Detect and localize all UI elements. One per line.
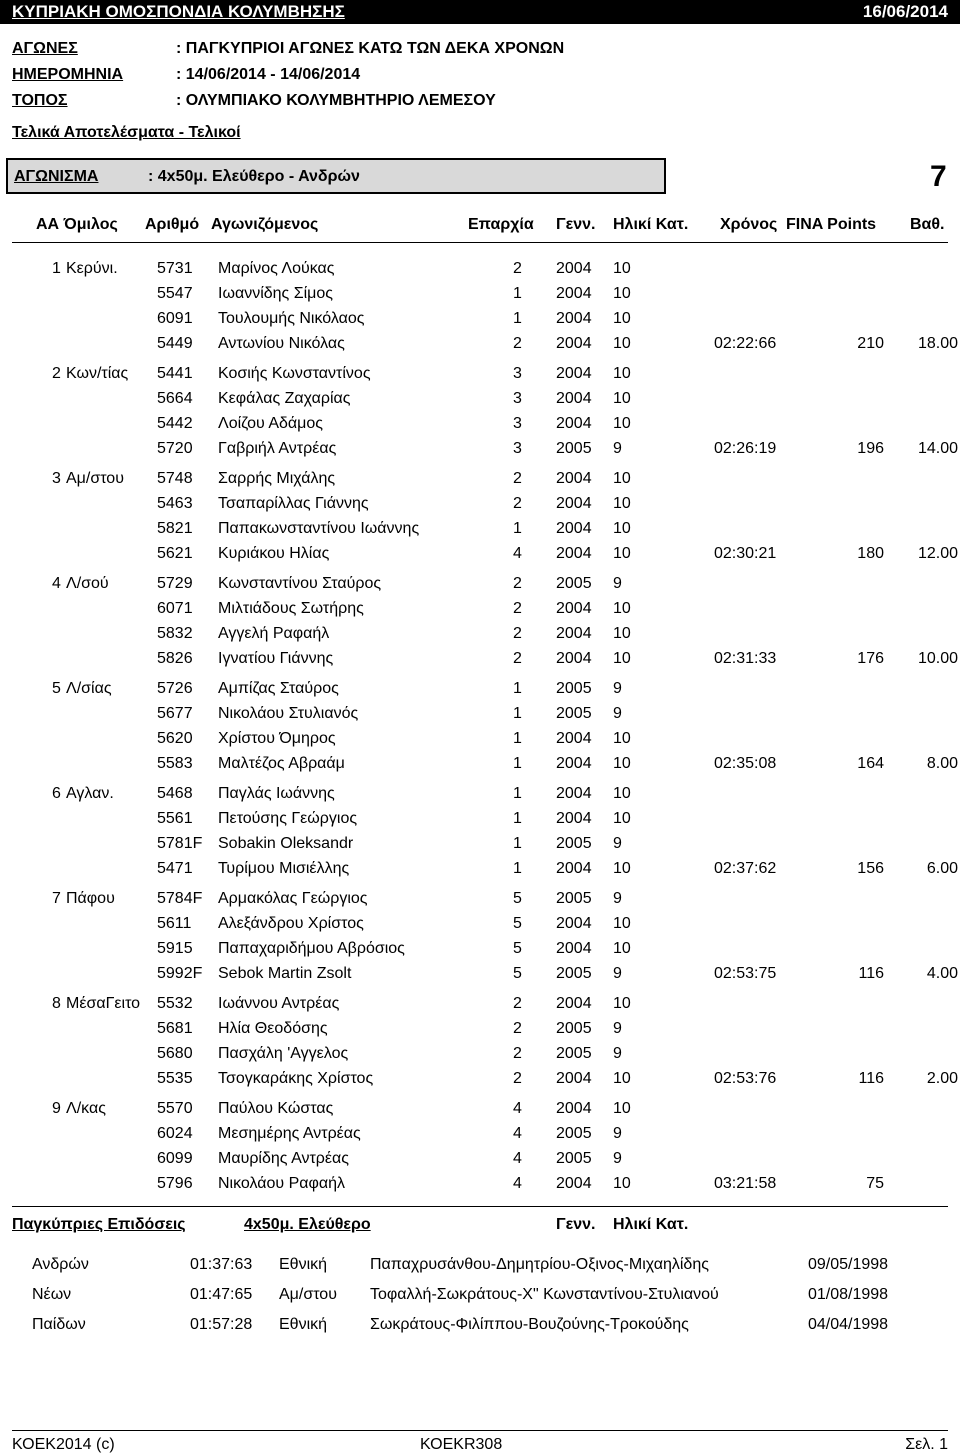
swimmer-name: Μαρίνος Λούκας [218,260,335,277]
swimmer-district: 4 [513,1125,522,1142]
swimmer-age-cat: 10 [613,1175,631,1192]
swimmer-born: 2004 [556,285,592,302]
swimmer-age-cat: 9 [613,890,622,907]
swimmer-number: 5620 [157,730,193,747]
swimmer-number: 5784F [157,890,203,907]
team-fina-points: 75 [866,1175,884,1192]
swimmer-age-cat: 9 [613,1150,622,1167]
swimmer-born: 2004 [556,625,592,642]
swimmer-number: 5832 [157,625,193,642]
swimmer-born: 2005 [556,1045,592,1062]
swimmer-born: 2004 [556,730,592,747]
swimmer-district: 2 [513,470,522,487]
footer-copyright: ΚΟΕΚ2014 (c) [12,1436,115,1453]
swimmer-district: 1 [513,835,522,852]
swimmer-born: 2005 [556,705,592,722]
swimmer-name: Ιωάννου Αντρέας [218,995,340,1012]
swimmer-age-cat: 9 [613,575,622,592]
swimmer-number: 5621 [157,545,193,562]
swimmer-district: 1 [513,785,522,802]
swimmer-number: 5915 [157,940,193,957]
swimmer-name: Παπακωνσταντίνου Ιωάννης [218,520,420,537]
swimmer-district: 4 [513,1150,522,1167]
swimmer-district: 5 [513,965,522,982]
swimmer-district: 2 [513,1070,522,1087]
team-rank: 5 [52,680,61,697]
team-fina-points: 156 [857,860,884,877]
team-fina-points: 176 [857,650,884,667]
swimmer-name: Πετούσης Γεώργιος [218,810,358,827]
team-score: 6.00 [926,860,958,877]
swimmer-number: 5570 [157,1100,193,1117]
footer-page: Σελ. 1 [905,1436,948,1453]
swimmer-name: Κεφάλας Ζαχαρίας [218,390,351,407]
team-score: 10.00 [917,650,958,667]
footer-report-code: ΚΟΕΚR308 [420,1436,503,1453]
swimmer-age-cat: 9 [613,835,622,852]
swimmer-born: 2005 [556,890,592,907]
col-district: Επαρχία [468,216,534,233]
record-category: Παίδων [32,1316,86,1333]
team-fina-points: 210 [857,335,884,352]
swimmer-age-cat: 10 [613,1070,631,1087]
swimmer-born: 2005 [556,1020,592,1037]
swimmer-age-cat: 10 [613,390,631,407]
record-time: 01:47:65 [190,1286,253,1303]
swimmer-born: 2004 [556,755,592,772]
swimmer-district: 1 [513,705,522,722]
swimmer-number: 5532 [157,995,193,1012]
team-club: Λ/κας [66,1100,106,1117]
swimmer-born: 2004 [556,390,592,407]
swimmer-age-cat: 10 [613,495,631,512]
team-fina-points: 116 [858,1070,884,1087]
results-title: Τελικά Αποτελέσματα - Τελικοί [12,124,241,141]
swimmer-age-cat: 10 [613,260,631,277]
swimmer-number: 5547 [157,285,193,302]
team-club: Αγλαν. [66,785,114,802]
swimmer-name: Sebok Martin Zsolt [218,965,352,982]
team-club: Κων/τίας [66,365,129,382]
team-time: 02:35:08 [714,755,777,772]
team-fina-points: 196 [857,440,884,457]
team-time: 02:22:66 [714,335,777,352]
swimmer-district: 1 [513,810,522,827]
swimmer-name: Αντωνίου Νικόλας [218,335,345,352]
swimmer-born: 2004 [556,260,592,277]
team-time: 02:30:21 [714,545,777,562]
swimmer-born: 2005 [556,1125,592,1142]
swimmer-born: 2005 [556,965,592,982]
swimmer-district: 1 [513,860,522,877]
swimmer-born: 2004 [556,1175,592,1192]
swimmer-born: 2004 [556,470,592,487]
record-date: 09/05/1998 [808,1256,889,1273]
swimmer-age-cat: 10 [613,520,631,537]
swimmer-name: Κοσιής Κωνσταντίνος [218,365,371,382]
team-time: 02:26:19 [714,440,777,457]
swimmer-number: 5471 [157,860,193,877]
swimmer-number: 5826 [157,650,193,667]
col-rank-club: ΑΑ Όμιλος [36,216,118,233]
swimmer-district: 3 [513,365,522,382]
swimmer-number: 5441 [157,365,193,382]
swimmer-name: Λοίζου Αδάμος [218,415,323,432]
swimmer-district: 2 [513,575,522,592]
swimmer-number: 6091 [157,310,193,327]
swimmer-born: 2004 [556,650,592,667]
meta-label-competition: ΑΓΩΝΕΣ [12,40,78,57]
swimmer-age-cat: 10 [613,650,631,667]
meta-label-venue: ΤΟΠΟΣ [12,92,68,109]
swimmer-number: 5729 [157,575,193,592]
swimmer-age-cat: 9 [613,965,622,982]
swimmer-born: 2005 [556,1150,592,1167]
swimmer-district: 2 [513,625,522,642]
team-score: 2.00 [926,1070,958,1087]
swimmer-born: 2004 [556,995,592,1012]
swimmer-district: 5 [513,915,522,932]
swimmer-district: 1 [513,520,522,537]
swimmer-district: 3 [513,390,522,407]
team-score: 18.00 [917,335,958,352]
swimmer-name: Παύλου Κώστας [218,1100,334,1117]
swimmer-number: 5731 [157,260,193,277]
swimmer-number: 5664 [157,390,193,407]
team-time: 03:21:58 [714,1175,777,1192]
swimmer-number: 5748 [157,470,193,487]
swimmer-number: 5677 [157,705,193,722]
swimmer-born: 2004 [556,310,592,327]
team-time: 02:53:75 [714,965,777,982]
swimmer-district: 4 [513,545,522,562]
swimmer-district: 1 [513,285,522,302]
swimmer-name: Νικολάου Ραφαήλ [218,1175,346,1192]
swimmer-name: Τσαπαρίλλας Γιάννης [218,495,369,512]
swimmer-district: 3 [513,415,522,432]
swimmer-age-cat: 9 [613,680,622,697]
swimmer-name: Αρμακόλας Γεώργιος [218,890,368,907]
records-rule [12,1206,948,1207]
record-club: Εθνική [279,1316,328,1333]
swimmer-district: 4 [513,1175,522,1192]
swimmer-name: Παγλάς Ιωάννης [218,785,335,802]
federation-name: ΚΥΠΡΙΑΚΗ ΟΜΟΣΠΟΝΔΙΑ ΚΟΛΥΜΒΗΣΗΣ [12,2,345,21]
swimmer-age-cat: 10 [613,730,631,747]
swimmer-name: Μαυρίδης Αντρέας [218,1150,349,1167]
record-category: Νέων [32,1286,72,1303]
swimmer-district: 1 [513,310,522,327]
record-date: 04/04/1998 [808,1316,889,1333]
swimmer-born: 2004 [556,810,592,827]
team-club: Λ/σού [66,575,109,592]
swimmer-born: 2004 [556,860,592,877]
meta-label-date: ΗΜΕΡΟΜΗΝΙΑ [12,66,124,83]
records-event: 4x50μ. Ελεύθερο [244,1216,371,1233]
swimmer-name: Κωνσταντίνου Σταύρος [218,575,382,592]
team-time: 02:37:62 [714,860,777,877]
swimmer-district: 1 [513,730,522,747]
swimmer-number: 5442 [157,415,193,432]
swimmer-name: Παπαχαριδήμου Αβρόσιος [218,940,405,957]
team-rank: 8 [52,995,61,1012]
team-fina-points: 164 [857,755,884,772]
swimmer-name: Πασχάλη 'Αγγελος [218,1045,349,1062]
swimmer-district: 2 [513,650,522,667]
swimmer-born: 2004 [556,940,592,957]
swimmer-district: 2 [513,335,522,352]
swimmer-district: 2 [513,995,522,1012]
swimmer-name: Σαρρής Μιχάλης [218,470,336,487]
swimmer-name: Αμπίζας Σταύρος [218,680,339,697]
swimmer-age-cat: 10 [613,600,631,617]
team-club: Λ/σίας [66,680,112,697]
swimmer-age-cat: 10 [613,995,631,1012]
swimmer-district: 2 [513,260,522,277]
swimmer-age-cat: 10 [613,755,631,772]
team-score: 4.00 [926,965,958,982]
swimmer-born: 2005 [556,680,592,697]
swimmer-district: 5 [513,890,522,907]
swimmer-age-cat: 10 [613,415,631,432]
team-rank: 1 [52,260,61,277]
swimmer-name: Μαλτέζος Αβραάμ [218,755,345,772]
team-score: 12.00 [917,545,958,562]
swimmer-born: 2004 [556,520,592,537]
swimmer-name: Κυριάκου Ηλίας [218,545,330,562]
swimmer-age-cat: 10 [613,285,631,302]
swimmer-name: Ιγνατίου Γιάννης [218,650,334,667]
team-score: 14.00 [917,440,958,457]
swimmer-born: 2004 [556,1070,592,1087]
swimmer-name: Τσογκαράκης Χρίστος [218,1070,374,1087]
record-holders: Σωκράτους-Φιλίππου-Βουζούνης-Τροκούδης [370,1316,689,1333]
col-age-cat: Ηλικί Κατ. [613,216,689,233]
swimmer-number: 5561 [157,810,193,827]
team-club: Πάφου [66,890,115,907]
swimmer-age-cat: 9 [613,1125,622,1142]
swimmer-name: Μιλτιάδους Σωτήρης [218,600,364,617]
swimmer-born: 2004 [556,1100,592,1117]
swimmer-number: 5796 [157,1175,193,1192]
meta-value-competition: : ΠΑΓΚΥΠΡΙΟΙ ΑΓΩΝΕΣ ΚΑΤΩ ΤΩΝ ΔΕΚΑ ΧΡΟΝΩΝ [176,40,565,57]
team-time: 02:31:33 [714,650,777,667]
swimmer-number: 5680 [157,1045,193,1062]
swimmer-age-cat: 10 [613,365,631,382]
team-fina-points: 116 [858,965,884,982]
print-date: 16/06/2014 [862,2,948,21]
record-holders: Παπαχρυσάνθου-Δημητρίου-Οξινος-Μιχαηλίδης [370,1256,709,1273]
swimmer-name: Ιωαννίδης Σίμος [218,285,333,302]
swimmer-born: 2005 [556,835,592,852]
event-box [6,158,666,194]
swimmer-name: Τουλουμής Νικόλαος [218,310,365,327]
record-club: Εθνική [279,1256,328,1273]
swimmer-age-cat: 9 [613,705,622,722]
swimmer-name: Μεσημέρης Αντρέας [218,1125,361,1142]
swimmer-name: Sobakin Oleksandr [218,835,354,852]
record-category: Ανδρών [32,1256,89,1273]
swimmer-number: 6071 [157,600,193,617]
swimmer-age-cat: 10 [613,545,631,562]
swimmer-number: 5535 [157,1070,193,1087]
col-fina: FINA Points [786,216,877,233]
event-name: : 4x50μ. Ελεύθερο - Ανδρών [148,168,360,185]
swimmer-name: Τυρίμου Μισιέλλης [218,860,350,877]
col-number: Αριθμό [145,216,200,233]
swimmer-number: 5992F [157,965,203,982]
records-age-cat: Ηλικί Κατ. [613,1216,689,1233]
team-rank: 9 [52,1100,61,1117]
record-holders: Τοφαλλή-Σωκράτους-Χ" Κωνσταντίνου-Στυλιανού [370,1286,719,1303]
swimmer-number: 5821 [157,520,193,537]
swimmer-name: Νικολάου Στυλιανός [218,705,359,722]
meta-value-date: : 14/06/2014 - 14/06/2014 [176,66,361,83]
swimmer-age-cat: 10 [613,940,631,957]
team-rank: 2 [52,365,61,382]
swimmer-district: 1 [513,680,522,697]
swimmer-district: 2 [513,1020,522,1037]
team-rank: 7 [52,890,61,907]
swimmer-born: 2004 [556,545,592,562]
swimmer-number: 5463 [157,495,193,512]
team-club: Αμ/στου [66,470,124,487]
team-time: 02:53:76 [714,1070,777,1087]
swimmer-district: 4 [513,1100,522,1117]
swimmer-name: Γαβριήλ Αντρέας [218,440,337,457]
swimmer-born: 2004 [556,365,592,382]
swimmer-born: 2004 [556,600,592,617]
col-born: Γενν. [556,216,596,233]
swimmer-number: 6024 [157,1125,193,1142]
swimmer-number: 5611 [157,915,192,932]
swimmer-age-cat: 10 [613,785,631,802]
swimmer-number: 5720 [157,440,193,457]
swimmer-age-cat: 10 [613,1100,631,1117]
swimmer-age-cat: 10 [613,860,631,877]
swimmer-number: 5583 [157,755,193,772]
col-score: Βαθ. [910,216,945,233]
swimmer-district: 3 [513,440,522,457]
swimmer-born: 2004 [556,495,592,512]
record-club: Αμ/στου [279,1286,337,1303]
team-score: 8.00 [926,755,958,772]
records-born: Γενν. [556,1216,596,1233]
swimmer-district: 2 [513,1045,522,1062]
record-time: 01:37:63 [190,1256,253,1273]
record-time: 01:57:28 [190,1316,253,1333]
swimmer-number: 5681 [157,1020,193,1037]
top-header-bar [0,0,960,24]
swimmer-district: 5 [513,940,522,957]
event-number: 7 [930,160,947,193]
swimmer-age-cat: 9 [613,1045,622,1062]
swimmer-born: 2004 [556,415,592,432]
swimmer-number: 5781F [157,835,203,852]
team-fina-points: 180 [857,545,884,562]
swimmer-born: 2004 [556,785,592,802]
swimmer-name: Ηλία Θεοδόσης [218,1020,328,1037]
swimmer-number: 5468 [157,785,193,802]
record-date: 01/08/1998 [808,1286,889,1303]
col-time: Χρόνος [720,216,778,233]
col-swimmer: Αγωνιζόμενος [211,216,319,233]
event-label: ΑΓΩΝΙΣΜΑ [14,168,99,185]
swimmer-age-cat: 10 [613,310,631,327]
swimmer-name: Αγγελή Ραφαήλ [218,625,330,642]
team-rank: 6 [52,785,61,802]
team-club: ΜέσαΓειτο [66,995,141,1012]
swimmer-number: 5726 [157,680,193,697]
swimmer-number: 5449 [157,335,193,352]
swimmer-age-cat: 9 [613,440,622,457]
swimmer-born: 2004 [556,915,592,932]
swimmer-number: 6099 [157,1150,193,1167]
meta-value-venue: : ΟΛΥΜΠΙΑΚΟ ΚΟΛΥΜΒΗΤΗΡΙΟ ΛΕΜΕΣΟΥ [176,92,496,109]
swimmer-age-cat: 9 [613,1020,622,1037]
swimmer-age-cat: 10 [613,810,631,827]
swimmer-name: Χρίστου Όμηρος [218,730,336,747]
swimmer-district: 2 [513,600,522,617]
swimmer-born: 2005 [556,440,592,457]
footer-rule [12,1430,948,1431]
team-rank: 4 [52,575,61,592]
swimmer-age-cat: 10 [613,470,631,487]
swimmer-age-cat: 10 [613,335,631,352]
swimmer-age-cat: 10 [613,915,631,932]
records-title: Παγκύπριες Επιδόσεις [12,1216,186,1233]
swimmer-district: 2 [513,495,522,512]
header-rule [12,242,948,243]
swimmer-born: 2004 [556,335,592,352]
swimmer-name: Αλεξάνδρου Χρίστος [218,915,364,932]
team-rank: 3 [52,470,61,487]
swimmer-district: 1 [513,755,522,772]
team-club: Κερύνι. [66,260,118,277]
swimmer-age-cat: 10 [613,625,631,642]
swimmer-born: 2005 [556,575,592,592]
